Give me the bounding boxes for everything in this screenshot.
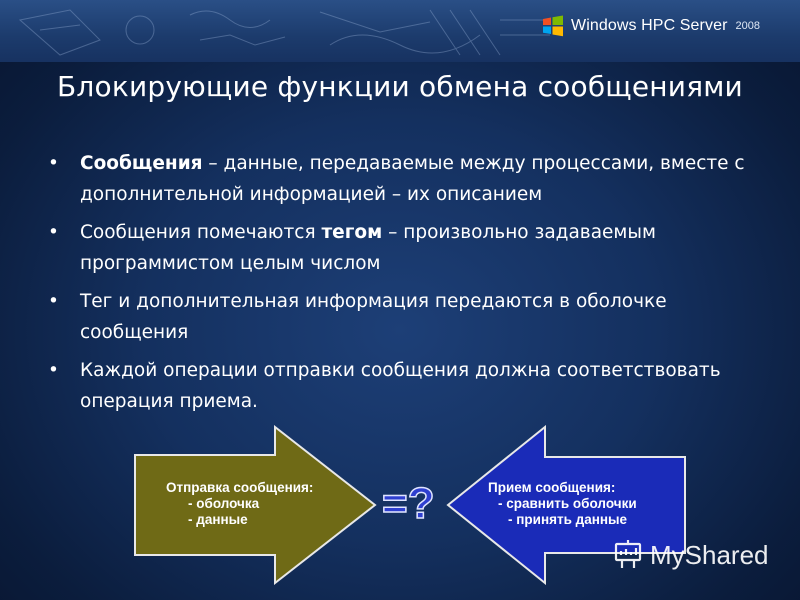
- send-arrow-title: Отправка сообщения:: [166, 480, 314, 495]
- bullet-item: [48, 355, 768, 417]
- compare-symbol: =?: [382, 479, 435, 528]
- send-arrow-item-envelope: - оболочка: [188, 496, 260, 511]
- receive-arrow-item-accept: - принять данные: [508, 512, 628, 527]
- send-arrow-item-data: - данные: [188, 512, 248, 527]
- message-matching-diagram: [130, 425, 690, 585]
- bullet-item: [48, 217, 768, 279]
- bullet-marker: •: [48, 222, 59, 243]
- receive-arrow-item-compare: - сравнить оболочки: [498, 496, 637, 511]
- myshared-watermark: [612, 538, 769, 572]
- watermark-text: MyShared: [650, 539, 769, 570]
- receive-arrow-title: Прием сообщения:: [488, 480, 616, 495]
- bullet-bold-term: тегом: [321, 222, 383, 243]
- bullet-marker: •: [48, 291, 59, 312]
- bullet-text: – произвольно задаваемым программистом целым числом: [80, 222, 656, 274]
- bullet-marker: •: [48, 153, 59, 174]
- brand-name: Windows HPC Server: [571, 17, 728, 34]
- brand-year: 2008: [735, 20, 760, 32]
- bullet-list: [48, 148, 768, 424]
- bullet-text-prefix: Сообщения помечаются: [80, 222, 322, 243]
- bullet-text: Тег и дополнительная информация передаются в оболочке сообщения: [80, 291, 667, 343]
- header-banner: [0, 0, 800, 62]
- bullet-bold-term: Сообщения: [80, 153, 203, 174]
- windows-hpc-brand: [541, 14, 760, 38]
- bullet-item: [48, 148, 768, 210]
- banner-sketch-decoration: [0, 0, 560, 62]
- bullet-marker: •: [48, 360, 59, 381]
- bullet-text: – данные, передаваемые между процессами, вместе с дополнительной информацией – их описанием: [80, 153, 745, 205]
- bullet-item: [48, 286, 768, 348]
- windows-logo-icon: [541, 14, 565, 38]
- presentation-board-icon: [612, 538, 646, 572]
- slide-title: Блокирующие функции обмена сообщениями: [57, 70, 743, 103]
- bullet-text: Каждой операции отправки сообщения должна соответствовать операция приема.: [80, 360, 721, 412]
